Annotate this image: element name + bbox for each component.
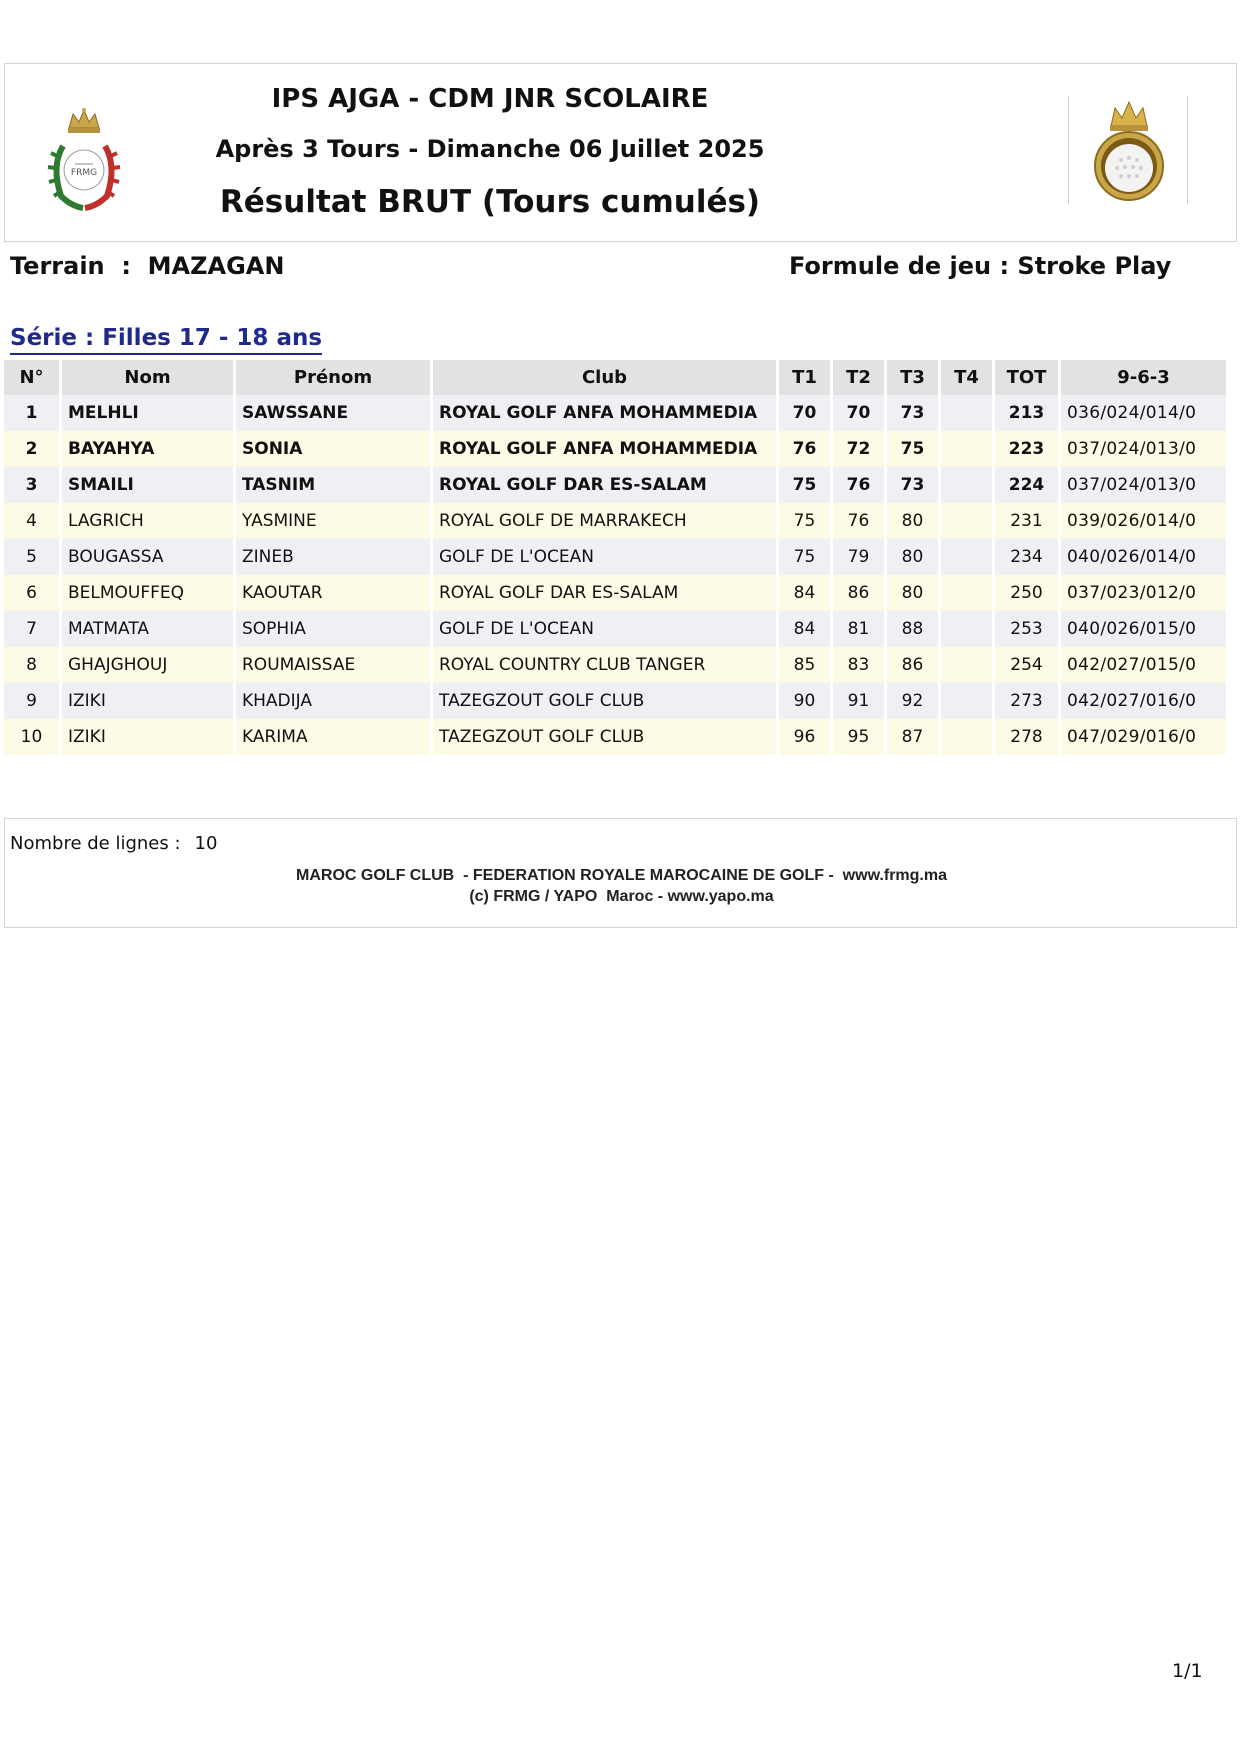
cell-t3: 88 [887, 611, 941, 647]
cell-t3: 75 [887, 431, 941, 467]
golf-ball-crown-icon [1079, 98, 1179, 202]
col-header-nom: Nom [62, 360, 236, 395]
cell-prenom: YASMINE [236, 503, 433, 539]
cell-tot: 278 [995, 719, 1061, 755]
cell-club: TAZEGZOUT GOLF CLUB [433, 719, 779, 755]
cell-nom: BELMOUFFEQ [62, 575, 236, 611]
cell-n: 3 [4, 467, 62, 503]
table-row [4, 647, 1226, 683]
cell-prenom: SAWSSANE [236, 395, 433, 431]
cell-prenom: KAOUTAR [236, 575, 433, 611]
cell-t2: 72 [833, 431, 887, 467]
cell-t2: 76 [833, 467, 887, 503]
event-subtitle: Après 3 Tours - Dimanche 06 Juillet 2025 [215, 135, 765, 163]
results-table [4, 360, 1226, 755]
cell-t1: 84 [779, 575, 833, 611]
col-header-t1: T1 [779, 360, 833, 395]
cell-prenom: ZINEB [236, 539, 433, 575]
cell-nom: MELHLI [62, 395, 236, 431]
cell-tot: 250 [995, 575, 1061, 611]
col-header-n: N° [4, 360, 62, 395]
cell-t2: 70 [833, 395, 887, 431]
cell-club: ROYAL GOLF DAR ES-SALAM [433, 467, 779, 503]
cell-club: GOLF DE L'OCEAN [433, 611, 779, 647]
cell-n: 7 [4, 611, 62, 647]
cell-t3: 73 [887, 395, 941, 431]
table-row [4, 575, 1226, 611]
cell-tot: 253 [995, 611, 1061, 647]
cell-nom: SMAILI [62, 467, 236, 503]
cell-t1: 84 [779, 611, 833, 647]
cell-code: 036/024/014/0 [1061, 395, 1226, 431]
cell-t2: 95 [833, 719, 887, 755]
cell-t3: 86 [887, 647, 941, 683]
table-row [4, 395, 1226, 431]
cell-tot: 231 [995, 503, 1061, 539]
table-row [4, 683, 1226, 719]
cell-t2: 76 [833, 503, 887, 539]
cell-club: ROYAL GOLF DAR ES-SALAM [433, 575, 779, 611]
cell-prenom: ROUMAISSAE [236, 647, 433, 683]
cell-prenom: TASNIM [236, 467, 433, 503]
cell-t1: 75 [779, 539, 833, 575]
cell-nom: BOUGASSA [62, 539, 236, 575]
cell-prenom: KHADIJA [236, 683, 433, 719]
cell-t1: 90 [779, 683, 833, 719]
cell-t2: 91 [833, 683, 887, 719]
col-header-963: 9-6-3 [1061, 360, 1226, 395]
cell-nom: LAGRICH [62, 503, 236, 539]
cell-t4 [941, 539, 995, 575]
cell-tot: 273 [995, 683, 1061, 719]
cell-t1: 96 [779, 719, 833, 755]
cell-t4 [941, 575, 995, 611]
cell-club: ROYAL GOLF ANFA MOHAMMEDIA [433, 395, 779, 431]
table-row [4, 503, 1226, 539]
table-row [4, 431, 1226, 467]
terrain-label: Terrain : MAZAGAN [10, 252, 285, 280]
col-header-club: Club [433, 360, 779, 395]
cell-prenom: SOPHIA [236, 611, 433, 647]
cell-nom: MATMATA [62, 611, 236, 647]
cell-code: 037/024/013/0 [1061, 431, 1226, 467]
cell-tot: 213 [995, 395, 1061, 431]
cell-n: 9 [4, 683, 62, 719]
col-header-tot: TOT [995, 360, 1061, 395]
table-row [4, 611, 1226, 647]
cell-t1: 85 [779, 647, 833, 683]
table-row [4, 539, 1226, 575]
cell-nom: IZIKI [62, 683, 236, 719]
line-count-label: Nombre de lignes : [10, 833, 181, 854]
table-header-row [4, 360, 1226, 395]
frmg-logo-text: FRMG [70, 168, 98, 178]
cell-code: 037/024/013/0 [1061, 467, 1226, 503]
cell-n: 1 [4, 395, 62, 431]
col-header-prenom: Prénom [236, 360, 433, 395]
cell-n: 8 [4, 647, 62, 683]
cell-tot: 223 [995, 431, 1061, 467]
footer-copyright: (c) FRMG / YAPO Maroc - www.yapo.ma [469, 888, 774, 905]
footer-federation: MAROC GOLF CLUB - FEDERATION ROYALE MAROCAINE DE GOLF - www.frmg.ma [296, 867, 947, 884]
cell-code: 039/026/014/0 [1061, 503, 1226, 539]
result-title: Résultat BRUT (Tours cumulés) [219, 184, 761, 220]
event-title: IPS AJGA - CDM JNR SCOLAIRE [271, 84, 709, 114]
cell-code: 047/029/016/0 [1061, 719, 1226, 755]
cell-club: ROYAL GOLF DE MARRAKECH [433, 503, 779, 539]
cell-code: 040/026/014/0 [1061, 539, 1226, 575]
cell-t3: 87 [887, 719, 941, 755]
cell-tot: 254 [995, 647, 1061, 683]
cell-n: 6 [4, 575, 62, 611]
cell-n: 2 [4, 431, 62, 467]
cell-t2: 81 [833, 611, 887, 647]
cell-code: 042/027/016/0 [1061, 683, 1226, 719]
cell-n: 10 [4, 719, 62, 755]
cell-t2: 83 [833, 647, 887, 683]
cell-t4 [941, 431, 995, 467]
cell-t3: 80 [887, 503, 941, 539]
cell-club: TAZEGZOUT GOLF CLUB [433, 683, 779, 719]
cell-t4 [941, 395, 995, 431]
cell-n: 4 [4, 503, 62, 539]
cell-club: ROYAL GOLF ANFA MOHAMMEDIA [433, 431, 779, 467]
right-logo-frame [1068, 96, 1188, 204]
serie-heading: Série : Filles 17 - 18 ans [10, 324, 322, 355]
cell-code: 042/027/015/0 [1061, 647, 1226, 683]
cell-nom: BAYAHYA [62, 431, 236, 467]
footer-box [4, 818, 1237, 928]
line-count-value: 10 [194, 833, 218, 854]
col-header-t3: T3 [887, 360, 941, 395]
cell-t1: 76 [779, 431, 833, 467]
cell-t3: 92 [887, 683, 941, 719]
cell-prenom: SONIA [236, 431, 433, 467]
page-number: 1/1 [1172, 1660, 1203, 1682]
cell-t2: 79 [833, 539, 887, 575]
cell-club: GOLF DE L'OCEAN [433, 539, 779, 575]
cell-code: 040/026/015/0 [1061, 611, 1226, 647]
cell-code: 037/023/012/0 [1061, 575, 1226, 611]
cell-t3: 80 [887, 539, 941, 575]
cell-t2: 86 [833, 575, 887, 611]
col-header-t2: T2 [833, 360, 887, 395]
header-box [4, 63, 1237, 242]
cell-nom: GHAJGHOUJ [62, 647, 236, 683]
cell-tot: 224 [995, 467, 1061, 503]
cell-t4 [941, 467, 995, 503]
cell-tot: 234 [995, 539, 1061, 575]
line-count [10, 833, 217, 854]
cell-t4 [941, 503, 995, 539]
cell-t3: 73 [887, 467, 941, 503]
cell-t3: 80 [887, 575, 941, 611]
cell-t4 [941, 647, 995, 683]
cell-t1: 70 [779, 395, 833, 431]
cell-t4 [941, 719, 995, 755]
cell-t4 [941, 611, 995, 647]
cell-t4 [941, 683, 995, 719]
cell-n: 5 [4, 539, 62, 575]
cell-t1: 75 [779, 503, 833, 539]
col-header-t4: T4 [941, 360, 995, 395]
cell-prenom: KARIMA [236, 719, 433, 755]
cell-t1: 75 [779, 467, 833, 503]
formule-label: Formule de jeu : Stroke Play [789, 252, 1172, 280]
cell-club: ROYAL COUNTRY CLUB TANGER [433, 647, 779, 683]
table-row [4, 467, 1226, 503]
table-row [4, 719, 1226, 755]
cell-nom: IZIKI [62, 719, 236, 755]
